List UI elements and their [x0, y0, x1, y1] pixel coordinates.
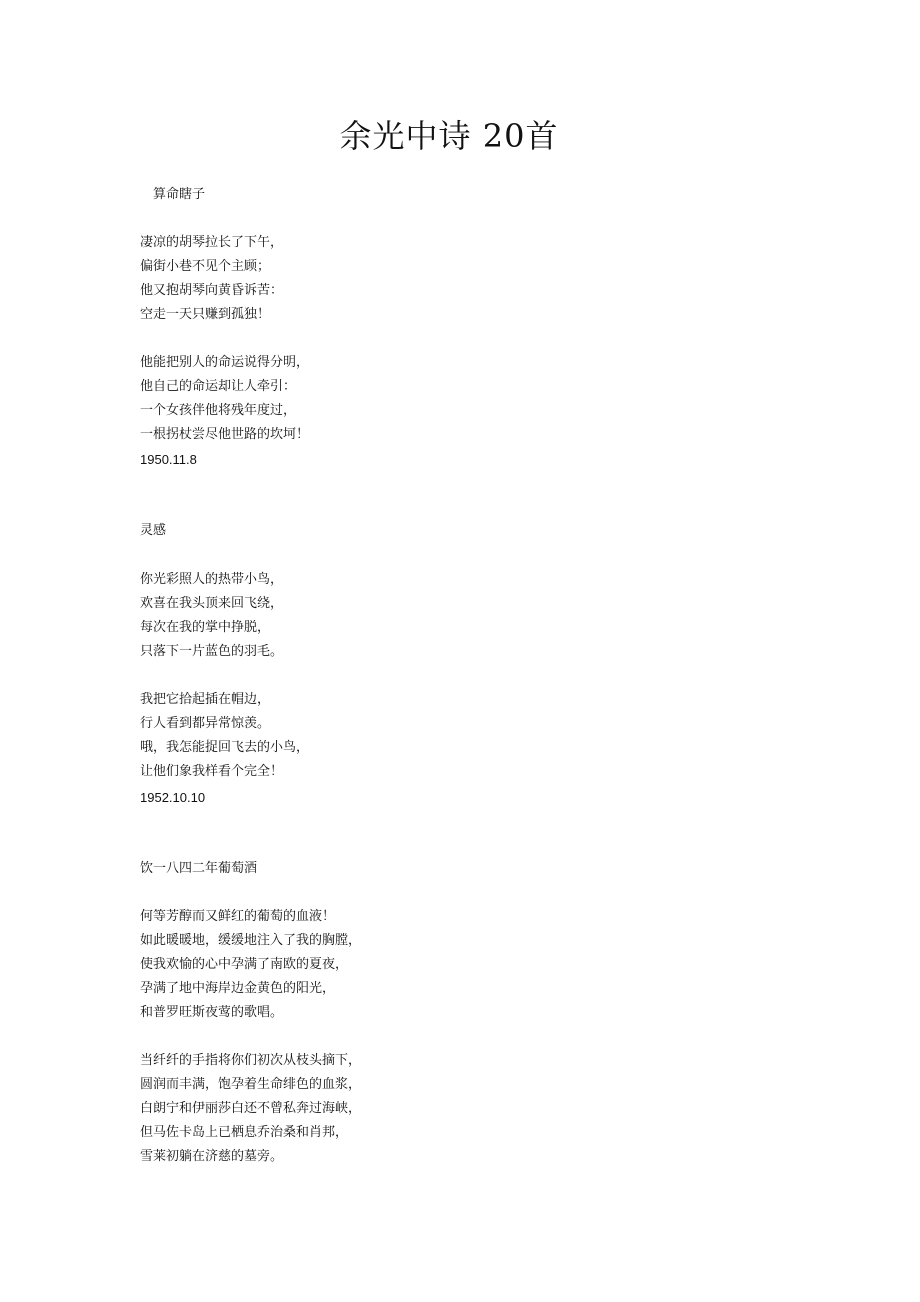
poem-line: 你光彩照人的热带小鸟， — [140, 572, 284, 587]
poem-line: 白朗宁和伊丽莎白还不曾私奔过海峡， — [140, 1101, 362, 1116]
poem-line: 他自己的命运却让人牵引： — [140, 379, 297, 394]
poem-title: 算命瞎子 — [153, 187, 206, 202]
poem-line: 孕满了地中海岸边金黄色的阳光， — [140, 981, 336, 996]
poem-line: 凄凉的胡琴拉长了下午， — [140, 235, 284, 250]
poem-line: 使我欢愉的心中孕满了南欧的夏夜， — [140, 957, 349, 972]
poem-line: 如此暖暖地，缓缓地注入了我的胸膛， — [140, 933, 362, 948]
poem-line: 但马佐卡岛上已栖息乔治桑和肖邦， — [140, 1125, 349, 1140]
poem-title: 饮一八四二年葡萄酒 — [140, 861, 258, 876]
poem-line: 我把它拾起插在帽边， — [140, 692, 271, 707]
poem-line: 他又抱胡琴向黄昏诉苦： — [140, 283, 284, 298]
poem-line: 何等芳醇而又鲜红的葡萄的血液！ — [140, 909, 336, 924]
poem-line: 只落下一片蓝色的羽毛。 — [140, 644, 284, 659]
document-title: 余光中诗 20首 — [339, 117, 559, 155]
poem-line: 一根拐杖尝尽他世路的坎坷！ — [140, 427, 310, 442]
poem-line: 一个女孩伴他将残年度过， — [140, 403, 297, 418]
poem-line: 哦，我怎能捉回飞去的小鸟， — [140, 740, 310, 755]
poem-line: 雪莱初躺在济慈的墓旁。 — [140, 1149, 284, 1164]
poem-line: 圆润而丰满，饱孕着生命绯色的血浆， — [140, 1077, 362, 1092]
poem-line: 欢喜在我头顶来回飞绕， — [140, 596, 284, 611]
poem-line: 当纤纤的手指将你们初次从枝头摘下， — [140, 1053, 362, 1068]
poem-line: 每次在我的掌中挣脱， — [140, 620, 271, 635]
poem-date: 1952.10.10 — [140, 790, 206, 805]
poem-line: 偏街小巷不见个主顾； — [140, 259, 271, 274]
poem-line: 和普罗旺斯夜莺的歌唱。 — [140, 1005, 284, 1020]
poem-line: 空走一天只赚到孤独！ — [140, 307, 271, 322]
poem-line: 让他们象我样看个完全！ — [140, 764, 284, 779]
poem-line: 行人看到都异常惊羡。 — [140, 716, 271, 731]
poem-line: 他能把别人的命运说得分明， — [140, 355, 310, 370]
poem-date: 1950.11.8 — [140, 452, 197, 467]
poem-title: 灵感 — [140, 523, 167, 538]
